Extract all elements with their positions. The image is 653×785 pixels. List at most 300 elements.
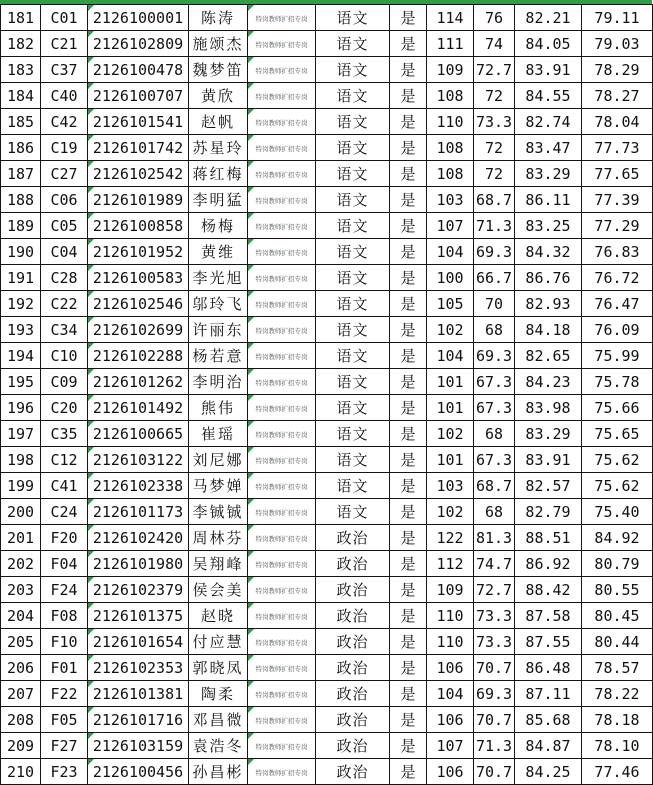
- cell-qualified[interactable]: [390, 187, 427, 213]
- cell-candidate-id[interactable]: [88, 109, 189, 135]
- cell-code[interactable]: [41, 239, 88, 265]
- cell-candidate-id[interactable]: [88, 629, 189, 655]
- cell-code[interactable]: [41, 681, 88, 707]
- cell-index[interactable]: [1, 551, 41, 577]
- cell-converted-score[interactable]: [474, 499, 515, 525]
- cell-total-score[interactable]: [582, 447, 653, 473]
- cell-note[interactable]: [248, 473, 316, 499]
- cell-converted-score[interactable]: [474, 369, 515, 395]
- cell-code[interactable]: [41, 395, 88, 421]
- cell-index[interactable]: [1, 317, 41, 343]
- cell-note[interactable]: [248, 57, 316, 83]
- cell-qualified[interactable]: [390, 213, 427, 239]
- cell-candidate-id[interactable]: [88, 317, 189, 343]
- cell-qualified[interactable]: [390, 161, 427, 187]
- cell-written-score[interactable]: [427, 473, 474, 499]
- cell-qualified[interactable]: [390, 603, 427, 629]
- cell-interview-score[interactable]: [515, 577, 582, 603]
- cell-candidate-id[interactable]: [88, 681, 189, 707]
- cell-interview-score[interactable]: [515, 5, 582, 31]
- cell-qualified[interactable]: [390, 421, 427, 447]
- cell-written-score[interactable]: [427, 525, 474, 551]
- cell-candidate-id[interactable]: [88, 577, 189, 603]
- cell-converted-score[interactable]: [474, 109, 515, 135]
- cell-converted-score[interactable]: [474, 681, 515, 707]
- cell-code[interactable]: [41, 31, 88, 57]
- cell-converted-score[interactable]: [474, 473, 515, 499]
- cell-qualified[interactable]: [390, 109, 427, 135]
- cell-candidate-id[interactable]: [88, 5, 189, 31]
- cell-total-score[interactable]: [582, 577, 653, 603]
- cell-candidate-id[interactable]: [88, 421, 189, 447]
- cell-subject[interactable]: [316, 317, 390, 343]
- cell-interview-score[interactable]: [515, 343, 582, 369]
- cell-written-score[interactable]: [427, 733, 474, 759]
- cell-total-score[interactable]: [582, 5, 653, 31]
- cell-index[interactable]: [1, 759, 41, 785]
- cell-interview-score[interactable]: [515, 57, 582, 83]
- cell-qualified[interactable]: [390, 525, 427, 551]
- cell-written-score[interactable]: [427, 369, 474, 395]
- cell-index[interactable]: [1, 83, 41, 109]
- cell-converted-score[interactable]: [474, 5, 515, 31]
- cell-interview-score[interactable]: [515, 681, 582, 707]
- cell-interview-score[interactable]: [515, 447, 582, 473]
- cell-subject[interactable]: [316, 5, 390, 31]
- cell-subject[interactable]: [316, 447, 390, 473]
- cell-qualified[interactable]: [390, 317, 427, 343]
- cell-qualified[interactable]: [390, 83, 427, 109]
- cell-converted-score[interactable]: [474, 629, 515, 655]
- cell-name[interactable]: [189, 499, 248, 525]
- cell-candidate-id[interactable]: [88, 239, 189, 265]
- cell-name[interactable]: [189, 343, 248, 369]
- cell-index[interactable]: [1, 343, 41, 369]
- cell-code[interactable]: [41, 5, 88, 31]
- cell-total-score[interactable]: [582, 187, 653, 213]
- cell-written-score[interactable]: [427, 499, 474, 525]
- cell-candidate-id[interactable]: [88, 707, 189, 733]
- cell-interview-score[interactable]: [515, 655, 582, 681]
- cell-written-score[interactable]: [427, 57, 474, 83]
- cell-converted-score[interactable]: [474, 707, 515, 733]
- cell-interview-score[interactable]: [515, 421, 582, 447]
- cell-note[interactable]: [248, 629, 316, 655]
- cell-note[interactable]: [248, 707, 316, 733]
- cell-note[interactable]: [248, 525, 316, 551]
- cell-interview-score[interactable]: [515, 291, 582, 317]
- cell-total-score[interactable]: [582, 31, 653, 57]
- cell-qualified[interactable]: [390, 707, 427, 733]
- cell-total-score[interactable]: [582, 265, 653, 291]
- cell-candidate-id[interactable]: [88, 395, 189, 421]
- cell-code[interactable]: [41, 135, 88, 161]
- cell-interview-score[interactable]: [515, 551, 582, 577]
- cell-code[interactable]: [41, 655, 88, 681]
- cell-total-score[interactable]: [582, 655, 653, 681]
- cell-index[interactable]: [1, 421, 41, 447]
- cell-index[interactable]: [1, 161, 41, 187]
- cell-name[interactable]: [189, 733, 248, 759]
- cell-name[interactable]: [189, 83, 248, 109]
- cell-total-score[interactable]: [582, 135, 653, 161]
- cell-candidate-id[interactable]: [88, 135, 189, 161]
- cell-qualified[interactable]: [390, 577, 427, 603]
- cell-subject[interactable]: [316, 83, 390, 109]
- cell-total-score[interactable]: [582, 707, 653, 733]
- cell-subject[interactable]: [316, 31, 390, 57]
- cell-candidate-id[interactable]: [88, 83, 189, 109]
- cell-subject[interactable]: [316, 187, 390, 213]
- cell-code[interactable]: [41, 577, 88, 603]
- cell-code[interactable]: [41, 707, 88, 733]
- cell-qualified[interactable]: [390, 499, 427, 525]
- cell-written-score[interactable]: [427, 291, 474, 317]
- cell-index[interactable]: [1, 57, 41, 83]
- cell-note[interactable]: [248, 369, 316, 395]
- cell-interview-score[interactable]: [515, 161, 582, 187]
- cell-candidate-id[interactable]: [88, 473, 189, 499]
- cell-code[interactable]: [41, 603, 88, 629]
- cell-written-score[interactable]: [427, 577, 474, 603]
- cell-total-score[interactable]: [582, 629, 653, 655]
- cell-index[interactable]: [1, 655, 41, 681]
- cell-index[interactable]: [1, 395, 41, 421]
- cell-total-score[interactable]: [582, 109, 653, 135]
- cell-interview-score[interactable]: [515, 759, 582, 785]
- cell-index[interactable]: [1, 707, 41, 733]
- cell-qualified[interactable]: [390, 5, 427, 31]
- cell-subject[interactable]: [316, 239, 390, 265]
- cell-candidate-id[interactable]: [88, 655, 189, 681]
- cell-written-score[interactable]: [427, 447, 474, 473]
- cell-note[interactable]: [248, 135, 316, 161]
- cell-note[interactable]: [248, 291, 316, 317]
- cell-index[interactable]: [1, 265, 41, 291]
- cell-total-score[interactable]: [582, 681, 653, 707]
- cell-written-score[interactable]: [427, 213, 474, 239]
- cell-qualified[interactable]: [390, 291, 427, 317]
- cell-name[interactable]: [189, 291, 248, 317]
- cell-interview-score[interactable]: [515, 499, 582, 525]
- cell-code[interactable]: [41, 57, 88, 83]
- cell-note[interactable]: [248, 733, 316, 759]
- cell-written-score[interactable]: [427, 187, 474, 213]
- cell-subject[interactable]: [316, 265, 390, 291]
- cell-candidate-id[interactable]: [88, 733, 189, 759]
- cell-subject[interactable]: [316, 369, 390, 395]
- cell-candidate-id[interactable]: [88, 213, 189, 239]
- cell-code[interactable]: [41, 629, 88, 655]
- cell-candidate-id[interactable]: [88, 57, 189, 83]
- cell-note[interactable]: [248, 759, 316, 785]
- cell-converted-score[interactable]: [474, 161, 515, 187]
- cell-name[interactable]: [189, 447, 248, 473]
- cell-index[interactable]: [1, 681, 41, 707]
- cell-name[interactable]: [189, 525, 248, 551]
- cell-code[interactable]: [41, 317, 88, 343]
- cell-interview-score[interactable]: [515, 239, 582, 265]
- cell-name[interactable]: [189, 421, 248, 447]
- cell-interview-score[interactable]: [515, 395, 582, 421]
- cell-code[interactable]: [41, 83, 88, 109]
- cell-subject[interactable]: [316, 733, 390, 759]
- cell-index[interactable]: [1, 213, 41, 239]
- cell-code[interactable]: [41, 291, 88, 317]
- cell-converted-score[interactable]: [474, 31, 515, 57]
- cell-note[interactable]: [248, 343, 316, 369]
- cell-total-score[interactable]: [582, 83, 653, 109]
- cell-code[interactable]: [41, 499, 88, 525]
- cell-written-score[interactable]: [427, 603, 474, 629]
- cell-candidate-id[interactable]: [88, 31, 189, 57]
- cell-code[interactable]: [41, 733, 88, 759]
- cell-note[interactable]: [248, 421, 316, 447]
- cell-subject[interactable]: [316, 577, 390, 603]
- cell-qualified[interactable]: [390, 395, 427, 421]
- cell-written-score[interactable]: [427, 681, 474, 707]
- cell-candidate-id[interactable]: [88, 187, 189, 213]
- cell-note[interactable]: [248, 239, 316, 265]
- cell-written-score[interactable]: [427, 655, 474, 681]
- cell-written-score[interactable]: [427, 135, 474, 161]
- cell-written-score[interactable]: [427, 551, 474, 577]
- cell-index[interactable]: [1, 291, 41, 317]
- cell-converted-score[interactable]: [474, 187, 515, 213]
- cell-index[interactable]: [1, 577, 41, 603]
- cell-note[interactable]: [248, 83, 316, 109]
- cell-name[interactable]: [189, 473, 248, 499]
- cell-qualified[interactable]: [390, 265, 427, 291]
- cell-interview-score[interactable]: [515, 629, 582, 655]
- cell-subject[interactable]: [316, 57, 390, 83]
- cell-candidate-id[interactable]: [88, 369, 189, 395]
- cell-code[interactable]: [41, 265, 88, 291]
- cell-code[interactable]: [41, 213, 88, 239]
- cell-note[interactable]: [248, 447, 316, 473]
- cell-note[interactable]: [248, 317, 316, 343]
- cell-subject[interactable]: [316, 525, 390, 551]
- cell-written-score[interactable]: [427, 31, 474, 57]
- cell-qualified[interactable]: [390, 57, 427, 83]
- cell-note[interactable]: [248, 161, 316, 187]
- cell-subject[interactable]: [316, 395, 390, 421]
- cell-note[interactable]: [248, 187, 316, 213]
- cell-name[interactable]: [189, 239, 248, 265]
- cell-index[interactable]: [1, 447, 41, 473]
- cell-qualified[interactable]: [390, 447, 427, 473]
- cell-total-score[interactable]: [582, 733, 653, 759]
- cell-name[interactable]: [189, 603, 248, 629]
- cell-qualified[interactable]: [390, 655, 427, 681]
- cell-total-score[interactable]: [582, 525, 653, 551]
- cell-converted-score[interactable]: [474, 421, 515, 447]
- cell-qualified[interactable]: [390, 135, 427, 161]
- cell-total-score[interactable]: [582, 213, 653, 239]
- cell-interview-score[interactable]: [515, 733, 582, 759]
- cell-converted-score[interactable]: [474, 317, 515, 343]
- cell-qualified[interactable]: [390, 369, 427, 395]
- cell-index[interactable]: [1, 187, 41, 213]
- cell-written-score[interactable]: [427, 5, 474, 31]
- cell-name[interactable]: [189, 577, 248, 603]
- cell-subject[interactable]: [316, 629, 390, 655]
- cell-index[interactable]: [1, 629, 41, 655]
- cell-written-score[interactable]: [427, 161, 474, 187]
- cell-note[interactable]: [248, 395, 316, 421]
- cell-written-score[interactable]: [427, 629, 474, 655]
- cell-total-score[interactable]: [582, 421, 653, 447]
- cell-note[interactable]: [248, 655, 316, 681]
- cell-converted-score[interactable]: [474, 551, 515, 577]
- cell-name[interactable]: [189, 759, 248, 785]
- cell-code[interactable]: [41, 187, 88, 213]
- cell-qualified[interactable]: [390, 629, 427, 655]
- cell-subject[interactable]: [316, 681, 390, 707]
- cell-note[interactable]: [248, 5, 316, 31]
- cell-subject[interactable]: [316, 421, 390, 447]
- cell-interview-score[interactable]: [515, 135, 582, 161]
- cell-candidate-id[interactable]: [88, 161, 189, 187]
- cell-name[interactable]: [189, 57, 248, 83]
- cell-subject[interactable]: [316, 655, 390, 681]
- cell-total-score[interactable]: [582, 499, 653, 525]
- cell-index[interactable]: [1, 109, 41, 135]
- cell-name[interactable]: [189, 655, 248, 681]
- cell-note[interactable]: [248, 551, 316, 577]
- cell-name[interactable]: [189, 707, 248, 733]
- cell-total-score[interactable]: [582, 57, 653, 83]
- cell-note[interactable]: [248, 213, 316, 239]
- cell-index[interactable]: [1, 603, 41, 629]
- cell-written-score[interactable]: [427, 83, 474, 109]
- cell-total-score[interactable]: [582, 161, 653, 187]
- cell-converted-score[interactable]: [474, 577, 515, 603]
- cell-interview-score[interactable]: [515, 213, 582, 239]
- cell-qualified[interactable]: [390, 343, 427, 369]
- cell-candidate-id[interactable]: [88, 499, 189, 525]
- cell-index[interactable]: [1, 525, 41, 551]
- cell-code[interactable]: [41, 447, 88, 473]
- cell-qualified[interactable]: [390, 551, 427, 577]
- cell-name[interactable]: [189, 187, 248, 213]
- cell-candidate-id[interactable]: [88, 551, 189, 577]
- cell-interview-score[interactable]: [515, 31, 582, 57]
- cell-index[interactable]: [1, 5, 41, 31]
- cell-qualified[interactable]: [390, 681, 427, 707]
- cell-converted-score[interactable]: [474, 239, 515, 265]
- cell-interview-score[interactable]: [515, 317, 582, 343]
- cell-total-score[interactable]: [582, 369, 653, 395]
- cell-total-score[interactable]: [582, 551, 653, 577]
- cell-interview-score[interactable]: [515, 369, 582, 395]
- cell-qualified[interactable]: [390, 31, 427, 57]
- cell-note[interactable]: [248, 681, 316, 707]
- cell-interview-score[interactable]: [515, 473, 582, 499]
- cell-qualified[interactable]: [390, 473, 427, 499]
- cell-converted-score[interactable]: [474, 655, 515, 681]
- cell-candidate-id[interactable]: [88, 525, 189, 551]
- cell-candidate-id[interactable]: [88, 447, 189, 473]
- cell-converted-score[interactable]: [474, 135, 515, 161]
- cell-converted-score[interactable]: [474, 603, 515, 629]
- cell-note[interactable]: [248, 109, 316, 135]
- cell-index[interactable]: [1, 369, 41, 395]
- cell-total-score[interactable]: [582, 239, 653, 265]
- cell-converted-score[interactable]: [474, 291, 515, 317]
- cell-total-score[interactable]: [582, 317, 653, 343]
- cell-total-score[interactable]: [582, 473, 653, 499]
- cell-converted-score[interactable]: [474, 265, 515, 291]
- cell-converted-score[interactable]: [474, 57, 515, 83]
- cell-subject[interactable]: [316, 213, 390, 239]
- cell-subject[interactable]: [316, 135, 390, 161]
- cell-name[interactable]: [189, 395, 248, 421]
- cell-name[interactable]: [189, 5, 248, 31]
- cell-subject[interactable]: [316, 759, 390, 785]
- cell-name[interactable]: [189, 317, 248, 343]
- cell-interview-score[interactable]: [515, 603, 582, 629]
- cell-code[interactable]: [41, 421, 88, 447]
- cell-index[interactable]: [1, 135, 41, 161]
- cell-candidate-id[interactable]: [88, 265, 189, 291]
- cell-code[interactable]: [41, 109, 88, 135]
- cell-written-score[interactable]: [427, 395, 474, 421]
- cell-index[interactable]: [1, 733, 41, 759]
- cell-interview-score[interactable]: [515, 187, 582, 213]
- cell-code[interactable]: [41, 343, 88, 369]
- cell-name[interactable]: [189, 31, 248, 57]
- cell-index[interactable]: [1, 239, 41, 265]
- cell-code[interactable]: [41, 759, 88, 785]
- cell-written-score[interactable]: [427, 759, 474, 785]
- cell-written-score[interactable]: [427, 317, 474, 343]
- cell-subject[interactable]: [316, 291, 390, 317]
- cell-total-score[interactable]: [582, 343, 653, 369]
- cell-name[interactable]: [189, 681, 248, 707]
- cell-code[interactable]: [41, 525, 88, 551]
- cell-code[interactable]: [41, 161, 88, 187]
- cell-note[interactable]: [248, 265, 316, 291]
- cell-subject[interactable]: [316, 499, 390, 525]
- cell-name[interactable]: [189, 551, 248, 577]
- cell-written-score[interactable]: [427, 707, 474, 733]
- cell-written-score[interactable]: [427, 343, 474, 369]
- cell-converted-score[interactable]: [474, 213, 515, 239]
- cell-converted-score[interactable]: [474, 395, 515, 421]
- cell-written-score[interactable]: [427, 239, 474, 265]
- cell-candidate-id[interactable]: [88, 759, 189, 785]
- cell-code[interactable]: [41, 473, 88, 499]
- cell-candidate-id[interactable]: [88, 291, 189, 317]
- cell-converted-score[interactable]: [474, 525, 515, 551]
- cell-interview-score[interactable]: [515, 83, 582, 109]
- cell-interview-score[interactable]: [515, 707, 582, 733]
- cell-code[interactable]: [41, 551, 88, 577]
- cell-index[interactable]: [1, 473, 41, 499]
- cell-subject[interactable]: [316, 343, 390, 369]
- cell-converted-score[interactable]: [474, 759, 515, 785]
- cell-index[interactable]: [1, 31, 41, 57]
- cell-written-score[interactable]: [427, 421, 474, 447]
- cell-name[interactable]: [189, 161, 248, 187]
- cell-subject[interactable]: [316, 473, 390, 499]
- cell-converted-score[interactable]: [474, 343, 515, 369]
- cell-total-score[interactable]: [582, 291, 653, 317]
- cell-note[interactable]: [248, 499, 316, 525]
- cell-candidate-id[interactable]: [88, 343, 189, 369]
- cell-index[interactable]: [1, 499, 41, 525]
